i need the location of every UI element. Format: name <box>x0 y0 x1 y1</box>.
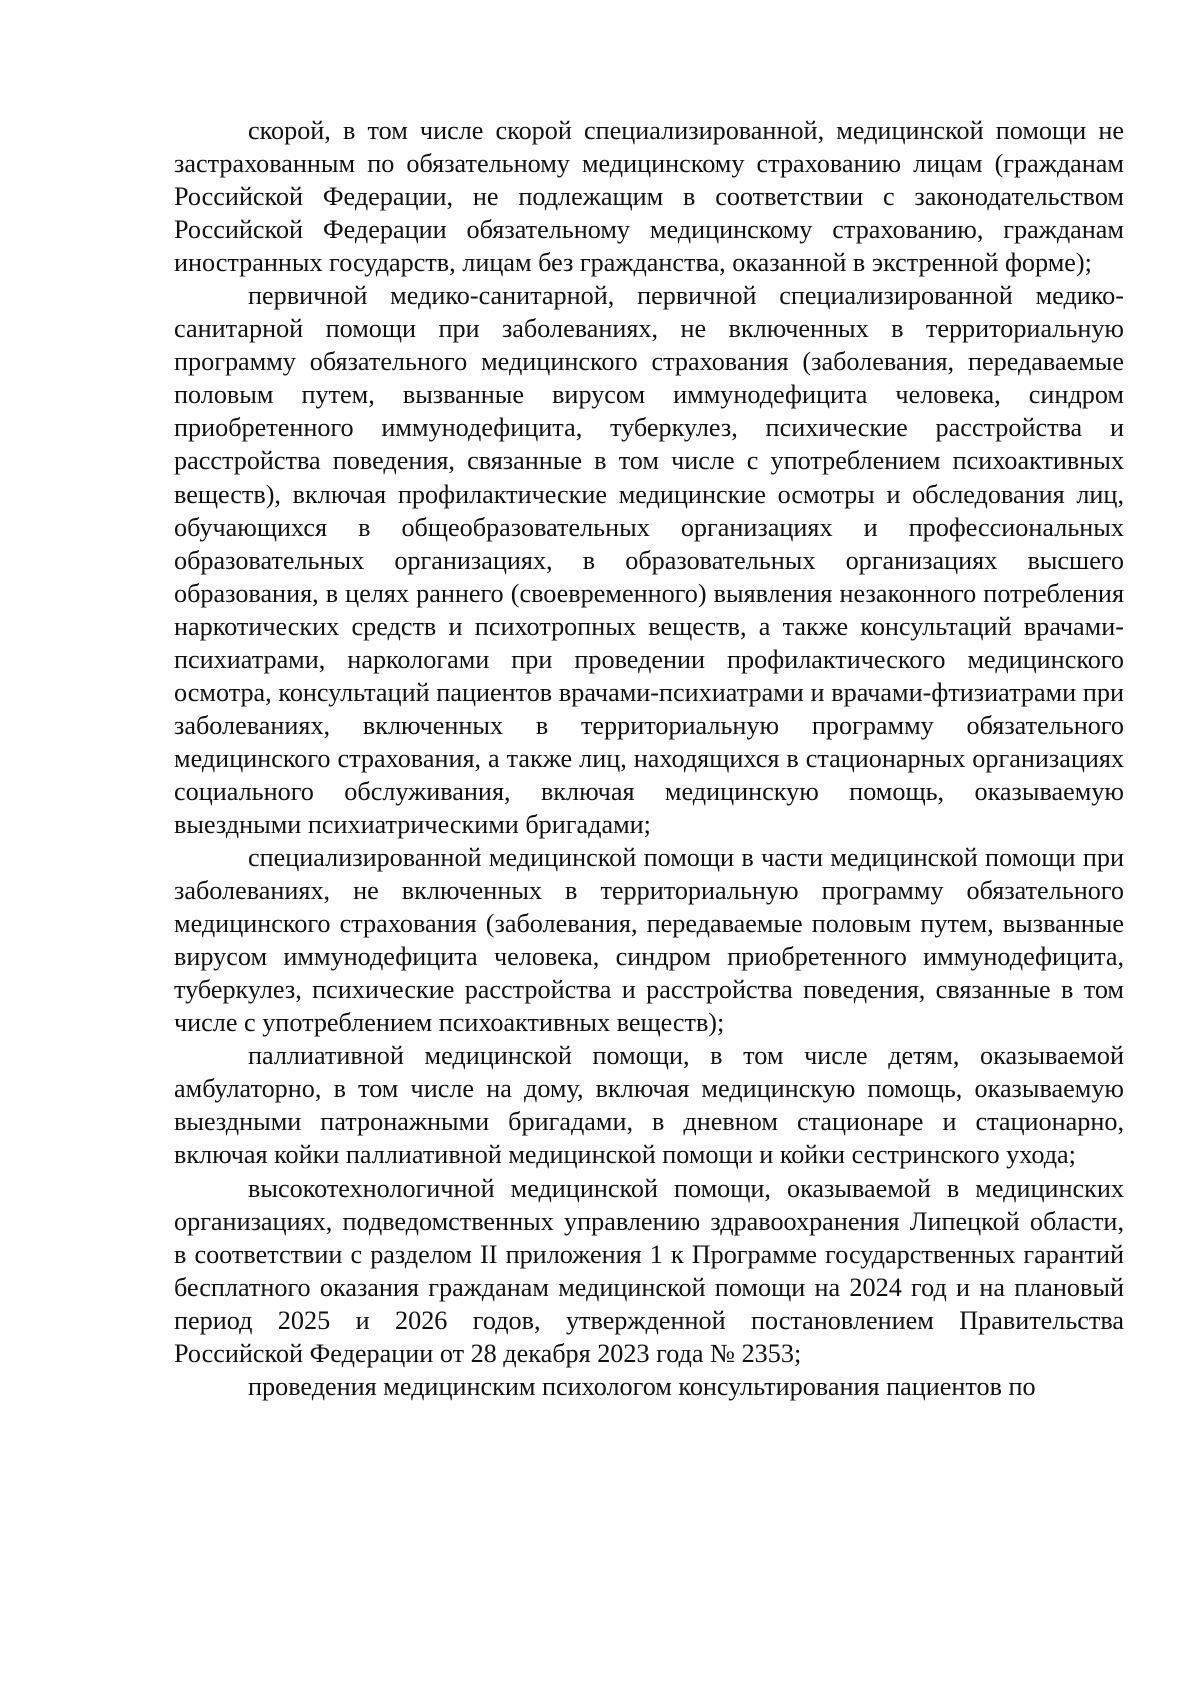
paragraph-psychologist-consulting: проведения медицинским психологом консультирования пациентов по <box>248 1371 1036 1401</box>
paragraph-high-tech-care: высокотехнологичной медицинской помощи, оказываемой в медицинских организациях, подведомственных управлению здравоохранения Липецкой области, в соответствии с разделом II приложения 1 к Программе государственных гарантий бесплатного оказания гражданам медицинской помощи на 2024 год и на плановый период 2025 и 2026 годов, утвержденной постановлением Правительства Российской Федерации от 28 декабря 2023 года № 2353; <box>174 1173 1124 1368</box>
paragraph-palliative-care: паллиативной медицинской помощи, в том числе детям, оказываемой амбулаторно, в том числе на дому, включая медицинскую помощь, оказываемую выездными патронажными бригадами, в дневном стационаре и стационарно, включая койки паллиативной медицинской помощи и койки сестринского ухода; <box>174 1041 1124 1170</box>
paragraph-primary-care: первичной медико-санитарной, первичной специализированной медико-санитарной помощи при заболеваниях, не включенных в территориальную программу обязательного медицинского страхования (заболевания, передаваемые половым путем, вызванные вирусом иммунодефицита человека, синдром приобретенного иммунодефицита, туберкулез, психические расстройства и расстройства поведения, связанные в том числе с употреблением психоактивных веществ), включая профилактические медицинские осмотры и обследования лиц, обучающихся в общеобразовательных организациях и профессиональных образовательных организациях, в образовательных организациях высшего образования, в целях раннего (своевременного) выявления незаконного потребления наркотических средств и психотропных веществ, а также консультаций врачами-психиатрами, наркологами при проведении профилактического медицинского осмотра, консультаций пациентов врачами-психиатрами и врачами-фтизиатрами при заболеваниях, включенных в территориальную программу обязательного медицинского страхования, а также лиц, находящихся в стационарных организациях социального обслуживания, включая медицинскую помощь, оказываемую выездными психиатрическими бригадами; <box>174 281 1124 839</box>
document-page <box>174 114 1124 1403</box>
paragraph-specialized-care: специализированной медицинской помощи в части медицинской помощи при заболеваниях, не включенных в территориальную программу обязательного медицинского страхования (заболевания, передаваемые половым путем, вызванные вирусом иммунодефицита человека, синдром приобретенного иммунодефицита, туберкулез, психические расстройства и расстройства поведения, связанные в том числе с употреблением психоактивных веществ); <box>174 843 1124 1038</box>
paragraph-emergency-care: скорой, в том числе скорой специализированной, медицинской помощи не застрахованным по обязательному медицинскому страхованию лицам (гражданам Российской Федерации, не подлежащим в соответствии с законодательством Российской Федерации обязательному медицинскому страхованию, гражданам иностранных государств, лицам без гражданства, оказанной в экстренной форме); <box>174 116 1124 278</box>
